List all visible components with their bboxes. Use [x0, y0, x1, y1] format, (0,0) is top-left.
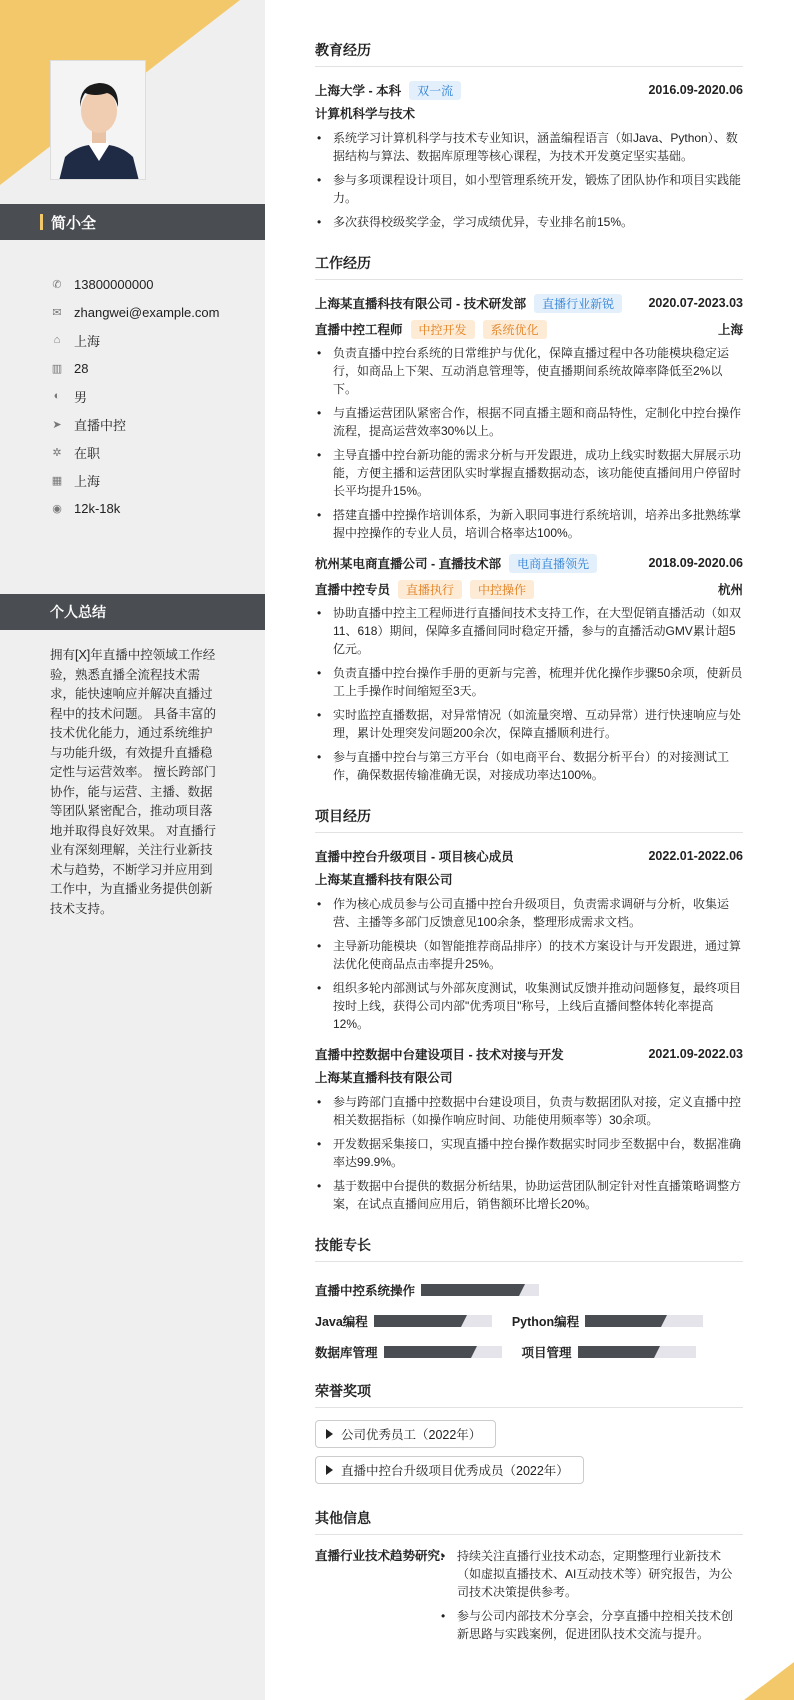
section-title: 其他信息 — [315, 1508, 743, 1535]
contact-row — [50, 270, 260, 298]
project-date: 2022.01-2022.06 — [648, 849, 743, 863]
education-date: 2016.09-2020.06 — [648, 83, 743, 97]
project-company: 上海某直播科技有限公司 — [315, 873, 453, 887]
contact-row — [50, 298, 260, 326]
skill-bar — [384, 1346, 502, 1358]
other-label: 直播行业技术趋势研究: — [315, 1549, 445, 1563]
contact-value: 上海 — [74, 333, 101, 349]
role-title: 直播中控专员 — [315, 583, 391, 597]
award-item — [315, 1456, 584, 1484]
skill-name: Python编程 — [511, 1314, 580, 1329]
job-entry — [315, 292, 743, 542]
project-bullets — [315, 1093, 743, 1213]
skill-item — [315, 1336, 502, 1367]
job-head-left — [315, 294, 622, 313]
list-item: • 搭建直播中控操作培训体系，为新入职同事进行系统培训，培养出多批熟练掌握中控操作的专业人员，培训合格率达100%。 — [315, 506, 743, 542]
job-city: 上海 — [717, 323, 743, 337]
project-head — [315, 845, 743, 867]
skill-item — [315, 1274, 539, 1305]
list-item: • 负责直播中控台操作手册的更新与完善，梳理并优化操作步骤50余项，使新员工上手操作时间缩短至3天。 — [315, 664, 743, 700]
contact-value: 在职 — [74, 445, 101, 461]
list-item: • 与直播运营团队紧密合作，根据不同直播主题和商品特性，定制化中控台操作流程，提高运营效率30%以上。 — [315, 404, 743, 440]
list-item: • 主导新功能模块（如智能推荐商品排序）的技术方案设计与开发跟进，通过算法优化使商品点击率提升25%。 — [315, 937, 743, 973]
name-bar — [0, 204, 265, 240]
role-left — [315, 320, 547, 339]
list-item: • 参与多项课程设计项目，如小型管理系统开发，锻炼了团队协作和项目实践能力。 — [315, 171, 743, 207]
job-entry — [315, 552, 743, 784]
avatar-photo — [50, 60, 146, 180]
home-icon: ⌂ — [53, 334, 61, 346]
send-icon: ➤ — [52, 418, 62, 431]
section-title: 技能专长 — [315, 1235, 743, 1262]
contact-value: 上海 — [74, 473, 101, 489]
list-item: • 持续关注直播行业技术动态，定期整理行业新技术（如虚拟直播技术、AI互动技术等）研究报告，为公司技术决策提供参考。 — [439, 1547, 743, 1601]
list-item: • 参与公司内部技术分享会，分享直播中控相关技术创新思路与实践案例，促进团队技术交流与提升。 — [439, 1607, 743, 1643]
contact-list — [50, 270, 260, 522]
skill-name: Java编程 — [315, 1314, 368, 1329]
skill-item — [512, 1305, 703, 1336]
list-item: • 协助直播中控主工程师进行直播间技术支持工作，在大型促销直播活动（如双11、618）期间，保障多直播间同时稳定开播，参与的直播活动GMV累计超5亿元。 — [315, 604, 743, 658]
section-title: 教育经历 — [315, 40, 743, 67]
role-left — [315, 580, 534, 599]
sidebar — [0, 0, 265, 1700]
school-name: 上海大学 - 本科 — [315, 84, 402, 98]
list-item: • 作为核心成员参与公司直播中控台升级项目，负责需求调研与分析，收集运营、主播等多部门反馈意见100余条，整理形成需求文档。 — [315, 895, 743, 931]
skill-bar-fill — [585, 1315, 661, 1327]
other-info — [315, 1547, 743, 1649]
contact-row — [50, 410, 260, 438]
play-icon — [326, 1429, 333, 1439]
contact-row — [50, 382, 260, 410]
job-date: 2018.09-2020.06 — [648, 556, 743, 570]
contact-value: 12k-18k — [74, 500, 121, 516]
skills-section — [315, 1235, 743, 1367]
job-head — [315, 552, 743, 574]
section-title: 荣誉奖项 — [315, 1381, 743, 1408]
skill-bar-fill — [384, 1346, 471, 1358]
list-item: • 负责直播中控台系统的日常维护与优化，保障直播过程中各功能模块稳定运行，如商品上下架、互动消息管理等，使直播期间系统故障率降低至2%以下。 — [315, 344, 743, 398]
contact-row — [50, 466, 260, 494]
main-content — [315, 40, 743, 1671]
skill-bar — [578, 1346, 696, 1358]
building-icon: ▦ — [51, 474, 63, 487]
corner-decoration-bottom — [744, 1662, 794, 1700]
skill-name: 项目管理 — [521, 1345, 572, 1360]
contact-value: 13800000000 — [74, 276, 154, 292]
project-section — [315, 806, 743, 1213]
award-label: 直播中控台升级项目优秀成员（2022年） — [341, 1464, 569, 1478]
work-section — [315, 253, 743, 784]
contact-value: zhangwei@example.com — [74, 304, 220, 320]
contact-row — [50, 438, 260, 466]
project-head — [315, 1043, 743, 1065]
job-bullets — [315, 344, 743, 542]
project-entry — [315, 1043, 743, 1213]
contact-value: 28 — [74, 360, 89, 376]
contact-row — [50, 494, 260, 522]
list-item: • 组织多轮内部测试与外部灰度测试，收集测试反馈并推动问题修复，最终项目按时上线，获得公司内部"优秀项目"称号，上线后直播间整体转化率提高12%。 — [315, 979, 743, 1033]
gender-icon: ◐ — [53, 390, 61, 402]
company-name: 杭州某电商直播公司 - 直播技术部 — [315, 557, 502, 571]
role-row — [315, 578, 743, 600]
contact-row — [50, 326, 260, 354]
job-bullets — [315, 604, 743, 784]
contact-value: 直播中控 — [74, 417, 127, 433]
other-bullets — [439, 1547, 743, 1649]
skill-item — [315, 1305, 492, 1336]
company-tag: 电商直播领先 — [509, 554, 597, 573]
role-tag: 系统优化 — [483, 320, 547, 339]
project-entry — [315, 845, 743, 1033]
skill-bar — [421, 1284, 539, 1296]
status-icon: ✲ — [52, 446, 62, 459]
contact-value: 男 — [74, 389, 88, 405]
play-icon — [326, 1465, 333, 1475]
skill-name: 数据库管理 — [315, 1345, 378, 1360]
skill-bar — [374, 1315, 492, 1327]
email-icon: ✉ — [52, 306, 62, 319]
other-section — [315, 1508, 743, 1649]
company-name: 上海某直播科技有限公司 - 技术研发部 — [315, 297, 527, 311]
major: 计算机科学与技术 — [315, 107, 416, 121]
role-row — [315, 318, 743, 340]
project-name: 直播中控数据中台建设项目 - 技术对接与开发 — [315, 1048, 564, 1062]
list-item: • 多次获得校级奖学金，学习成绩优异，专业排名前15%。 — [315, 213, 743, 231]
job-date: 2020.07-2023.03 — [648, 296, 743, 310]
list-item: • 主导直播中控台新功能的需求分析与开发跟进，成功上线实时数据大屏展示功能，方便主播和运营团队实时掌握直播数据动态，该功能使直播间用户停留时长平均提升15%。 — [315, 446, 743, 500]
name-accent — [40, 214, 43, 230]
skill-bar — [585, 1315, 703, 1327]
company-tag: 直播行业新锐 — [534, 294, 622, 313]
section-title: 项目经历 — [315, 806, 743, 833]
skill-item — [522, 1336, 696, 1367]
project-company: 上海某直播科技有限公司 — [315, 1071, 453, 1085]
skill-name: 直播中控系统操作 — [315, 1283, 416, 1298]
school-tag: 双一流 — [409, 81, 461, 100]
list-item: • 实时监控直播数据，对异常情况（如流量突增、互动异常）进行快速响应与处理，累计处理突发问题200余次，保障直播顺利进行。 — [315, 706, 743, 742]
list-item: • 开发数据采集接口，实现直播中控台操作数据实时同步至数据中台，数据准确率达99.9%。 — [315, 1135, 743, 1171]
list-item: • 参与跨部门直播中控数据中台建设项目，负责与数据团队对接，定义直播中控相关数据指标（如操作响应时间、功能使用频率等）30余项。 — [315, 1093, 743, 1129]
skill-bar-fill — [421, 1284, 519, 1296]
summary-heading: 个人总结 — [0, 594, 265, 630]
awards-section — [315, 1381, 743, 1492]
award-label: 公司优秀员工（2022年） — [341, 1428, 482, 1442]
salary-icon: ◉ — [52, 502, 62, 515]
job-head — [315, 292, 743, 314]
phone-icon: ✆ — [52, 278, 62, 291]
skill-bar-fill — [374, 1315, 461, 1327]
summary-text: 拥有[X]年直播中控领域工作经验，熟悉直播全流程技术需求，能快速响应并解决直播过程中的技术问题。 具备丰富的技术优化能力，通过系统维护与功能升级，有效提升直播稳定性与运营效率。 擅长跨部门协作，能与运营、主播、数据等团队紧密配合，推动项目落地并取得良好效果。 对直播行业有深刻理解，关注行业新技术与趋势，不断学习并应用到工作中，为直播业务提供创新技术支持。 — [50, 648, 216, 916]
job-city: 杭州 — [717, 583, 743, 597]
project-name: 直播中控台升级项目 - 项目核心成员 — [315, 850, 514, 864]
role-tag: 直播执行 — [398, 580, 462, 599]
contact-row — [50, 354, 260, 382]
list-item: • 参与直播中控台与第三方平台（如电商平台、数据分析平台）的对接测试工作，确保数据传输准确无误，对接成功率达100%。 — [315, 748, 743, 784]
education-bullets — [315, 129, 743, 231]
candidate-name: 简小全 — [51, 214, 97, 232]
role-tag: 中控操作 — [470, 580, 534, 599]
education-section — [315, 40, 743, 231]
section-title: 工作经历 — [315, 253, 743, 280]
list-item: • 系统学习计算机科学与技术专业知识，涵盖编程语言（如Java、Python）、数据结构与算法、数据库原理等核心课程，为技术开发奠定坚实基础。 — [315, 129, 743, 165]
role-tag: 中控开发 — [411, 320, 475, 339]
project-date: 2021.09-2022.03 — [648, 1047, 743, 1061]
education-head — [315, 79, 743, 101]
age-icon: ▥ — [51, 362, 63, 375]
project-bullets — [315, 895, 743, 1033]
skill-bar-fill — [578, 1346, 654, 1358]
list-item: • 基于数据中台提供的数据分析结果，协助运营团队制定针对性直播策略调整方案，在试点直播间应用后，销售额环比增长20%。 — [315, 1177, 743, 1213]
award-item — [315, 1420, 496, 1448]
role-title: 直播中控工程师 — [315, 323, 403, 337]
job-head-left — [315, 554, 597, 573]
